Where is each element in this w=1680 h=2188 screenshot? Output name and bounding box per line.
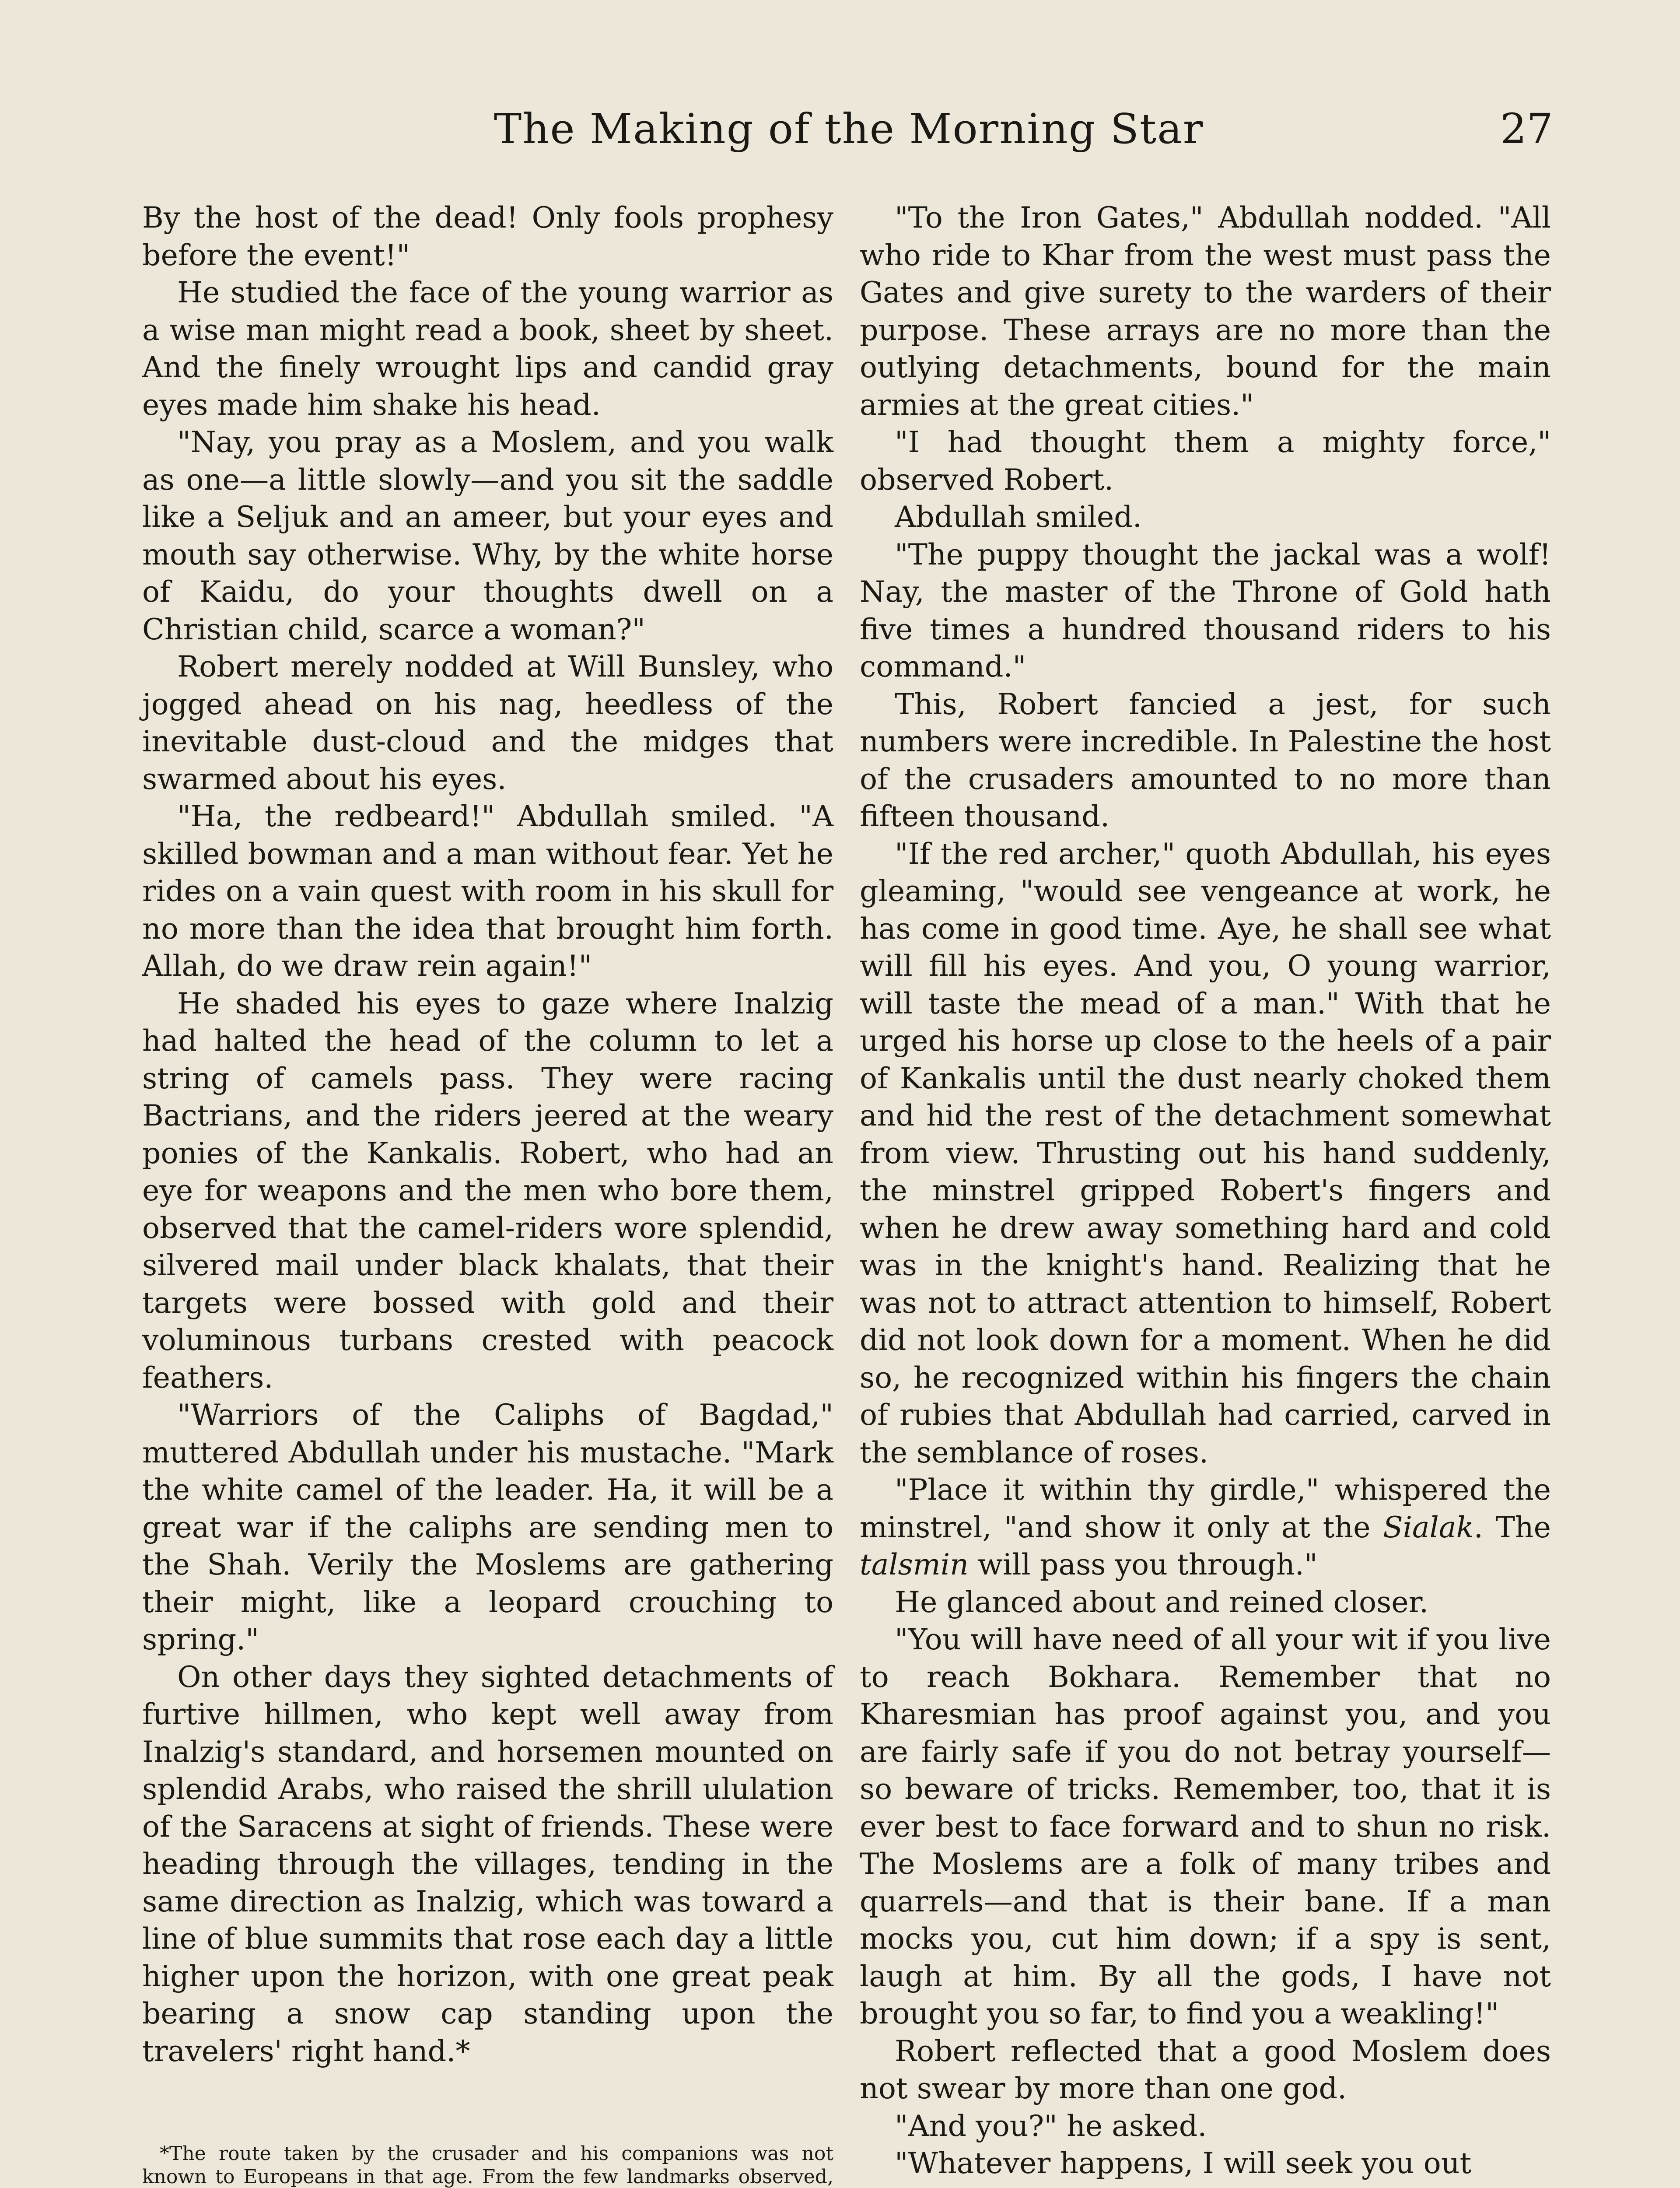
left-column <box>142 199 833 2070</box>
paragraph: Robert merely nodded at Will Bunsley, who jogged ahead on his nag, heedless of the inevitable dust-cloud and the midges that swarmed about his eyes. <box>142 649 833 796</box>
paragraph: "Nay, you pray as a Moslem, and you walk as one—a little slowly—and you sit the saddle like a Seljuk and an ameer, but your eyes and mouth say otherwise. Why, by the white horse of Kaidu, do your thoughts dwell on a Christian child, scarce a woman?" <box>142 425 833 646</box>
paragraph: He shaded his eyes to gaze where Inalzig had halted the head of the column to let a string of camels pass. They were racing Bactrians, and the riders jeered at the weary ponies of the Kankalis. Robert, who had an eye for weapons and the men who bore them, observed that the camel-riders wore splendid, silvered mail under black khalats, that their targets were bossed with gold and their voluminous turbans crested with peacock feathers. <box>142 986 833 1395</box>
paragraph: This, Robert fancied a jest, for such numbers were incredible. In Palestine the host of the crusaders amounted to no more than fifteen thousand. <box>860 687 1551 833</box>
paragraph: "Whatever happens, I will seek you out <box>895 2146 1472 2180</box>
paragraph: "Warriors of the Caliphs of Bagdad," muttered Abdullah under his mustache. "Mark the white camel of the leader. Ha, it will be a great war if the caliphs are sending men to the Shah. Verily the Moslems are gathering their might, like a leopard crouching to spring." <box>142 1398 833 1656</box>
paragraph: "The puppy thought the jackal was a wolf! Nay, the master of the Throne of Gold hath five times a hundred thousand riders to his command." <box>860 537 1551 684</box>
paragraph: "To the Iron Gates," Abdullah nodded. "All who ride to Khar from the west must pass the Gates and give surety to the warders of their purpose. These arrays are no more than the outlying detachments, bound for the main armies at the great cities." <box>860 200 1551 422</box>
paragraph: "If the red archer," quoth Abdullah, his eyes gleaming, "would see vengeance at work, he has come in good time. Aye, he shall see what will fill his eyes. And you, O young warrior, will taste the mead of a man." With that he urged his horse up close to the heels of a pair of Kankalis until the dust nearly choked them and hid the rest of the detachment somewhat from view. Thrusting out his hand suddenly, the minstrel gripped Robert's fingers and when he drew away something hard and cold was in the knight's hand. Realizing that he was not to attract attention to himself, Robert did not look down for a moment. When he did so, he recognized within his fingers the chain of rubies that Abdullah had carried, carved in the semblance of roses. <box>860 836 1551 1469</box>
paragraph: "Ha, the redbeard!" Abdullah smiled. "A skilled bowman and a man without fear. Yet he rides on a vain quest with room in his skull for no more than the idea that brought him forth. Allah, do we draw rein again!" <box>142 799 833 983</box>
page-number: 27 <box>1500 105 1553 153</box>
paragraph: He studied the face of the young warrior as a wise man might read a book, sheet by sheet. And the finely wrought lips and candid gray eyes made him shake his head. <box>142 275 833 422</box>
running-title: The Making of the Morning Star <box>494 105 1204 153</box>
text-run: will pass you through." <box>968 1547 1318 1581</box>
footnote-text: *The route taken by the crusader and his companions was not known to Europeans in that age. From the few landmarks observed, <box>142 2142 833 2188</box>
paragraph: By the host of the dead! Only fools prophesy before the event!" <box>142 200 833 272</box>
paragraph-with-italics <box>860 1471 1551 1584</box>
paragraph: Abdullah smiled. <box>895 500 1142 534</box>
paragraph: "And you?" he asked. <box>895 2108 1207 2143</box>
text-run: . The <box>1474 1510 1551 1544</box>
paragraph: On other days they sighted detachments of furtive hillmen, who kept well away from Inalzig's standard, and horsemen mounted on splendid Arabs, who raised the shrill ululation of the Saracens at sight of friends. These were heading through the villages, tending in the same direction as Inalzig, which was toward a line of blue summits that rose each day a little higher upon the horizon, with one great peak bearing a snow cap standing upon the travelers' right hand.* <box>142 1659 833 2068</box>
paragraph: "You will have need of all your wit if you live to reach Bokhara. Remember that no Kharesmian has proof against you, and you are fairly safe if you do not betray yourself—so beware of tricks. Remember, too, that it is ever best to face forward and to shun no risk. The Moslems are a folk of many tribes and quarrels—and that is their bane. If a man mocks you, cut him down; if a spy is sent, laugh at him. By all the gods, I have not brought you so far, to find you a weakling!" <box>860 1622 1551 2030</box>
text-run: "Place it within thy girdle," whispered the minstrel, "and show it only at the <box>860 1473 1551 1544</box>
footnote <box>142 2142 833 2188</box>
paragraph: He glanced about and reined closer. <box>895 1585 1429 1619</box>
right-column <box>860 199 1551 2182</box>
italic-word-sialak: Sialak <box>1383 1510 1474 1544</box>
italic-word-talsmin: talsmin <box>860 1547 969 1581</box>
page-header <box>144 105 1553 158</box>
paragraph: "I had thought them a mighty force," observed Robert. <box>860 425 1551 497</box>
paragraph: Robert reflected that a good Moslem does not swear by more than one god. <box>860 2034 1551 2105</box>
